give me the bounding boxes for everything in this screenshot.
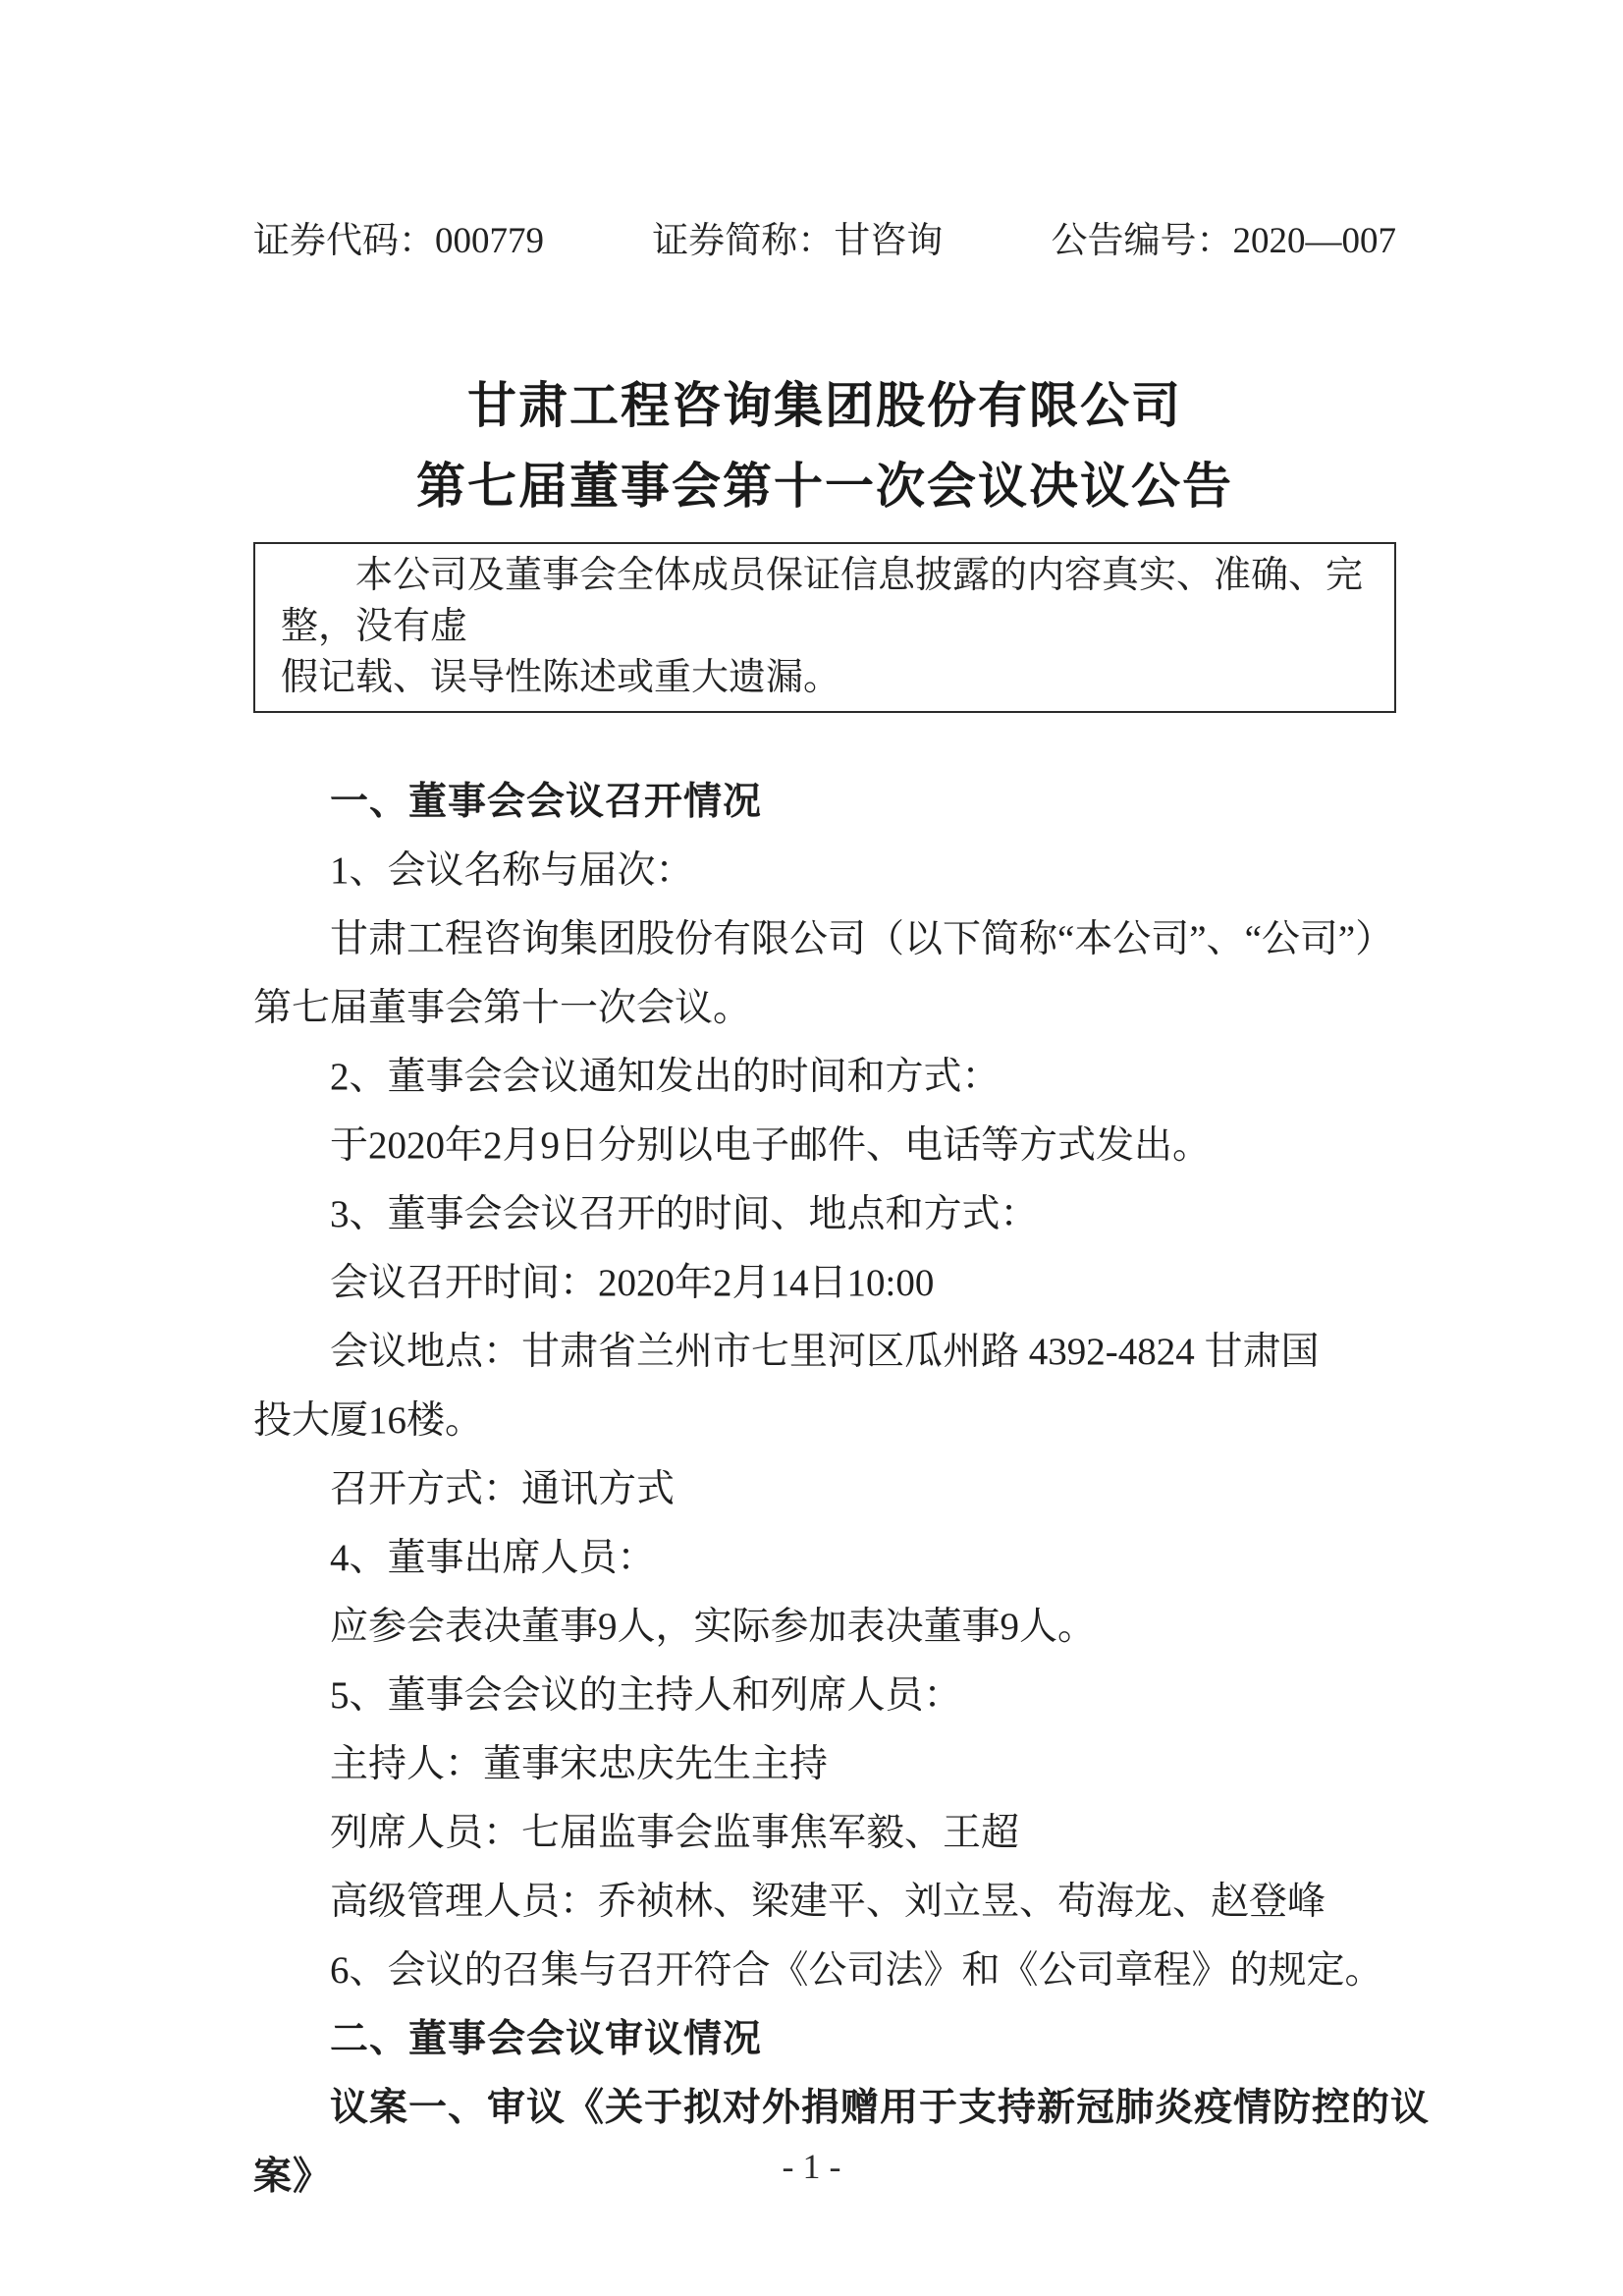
page-number: - 1 - (782, 2147, 841, 2186)
paragraph-line: 第七届董事会第十一次会议。 (253, 987, 752, 1029)
paragraph-line: 应参会表决董事9人，实际参加表决董事9人。 (330, 1606, 1097, 1648)
disclaimer-box (253, 542, 1396, 713)
section-heading-2: 二、董事会会议审议情况 (330, 2018, 763, 2060)
paragraph-line: 2、董事会会议通知发出的时间和方式： (330, 1056, 1001, 1098)
paragraph-line: 会议召开时间：2020年2月14日10:00 (330, 1262, 935, 1304)
disclaimer-line-2: 假记载、误导性陈述或重大遗漏。 (281, 657, 841, 698)
announcement-title: 第七届董事会第十一次会议决议公告 (416, 459, 1233, 514)
paragraph-line: 召开方式：通讯方式 (330, 1468, 676, 1510)
title-block (253, 365, 1396, 526)
document-header-row (253, 220, 1396, 263)
paragraph-line: 5、董事会会议的主持人和列席人员： (330, 1674, 962, 1717)
paragraph-line: 4、董事出席人员： (330, 1537, 656, 1579)
disclaimer-line-1: 本公司及董事会全体成员保证信息披露的内容真实、准确、完整，没有虚 (281, 555, 1364, 647)
paragraph-line: 主持人：董事宋忠庆先生主持 (330, 1743, 829, 1785)
paragraph-line: 投大厦16楼。 (253, 1399, 484, 1442)
announcement-number: 公告编号：2020—007 (1051, 221, 1396, 261)
section-heading-1: 一、董事会会议召开情况 (330, 781, 763, 823)
paragraph-line: 1、会议名称与届次： (330, 849, 694, 892)
paragraph-line: 6、会议的召集与召开符合《公司法》和《公司章程》的规定。 (330, 1949, 1383, 1992)
paragraph-line: 列席人员：七届监事会监事焦军毅、王超 (330, 1812, 1020, 1854)
paragraph-line: 甘肃工程咨询集团股份有限公司（以下简称“本公司”、“公司”） (330, 918, 1394, 960)
document-body (253, 768, 1431, 2212)
proposal-heading-line-1: 议案一、审议《关于拟对外捐赠用于支持新冠肺炎疫情防控的议 (330, 2087, 1431, 2129)
paragraph-line: 于2020年2月9日分别以电子邮件、电话等方式发出。 (330, 1124, 1212, 1167)
stock-short-name: 证券简称：甘咨询 (652, 221, 944, 261)
paragraph-line: 3、董事会会议召开的时间、地点和方式： (330, 1193, 1039, 1235)
paragraph-line: 会议地点：甘肃省兰州市七里河区瓜州路 4392-4824 甘肃国 (330, 1331, 1320, 1373)
paragraph-line: 高级管理人员：乔祯林、梁建平、刘立昱、苟海龙、赵登峰 (330, 1881, 1326, 1923)
stock-code: 证券代码：000779 (253, 221, 544, 261)
company-title: 甘肃工程咨询集团股份有限公司 (467, 378, 1182, 433)
proposal-heading-line-2: 案》 (253, 2156, 333, 2198)
